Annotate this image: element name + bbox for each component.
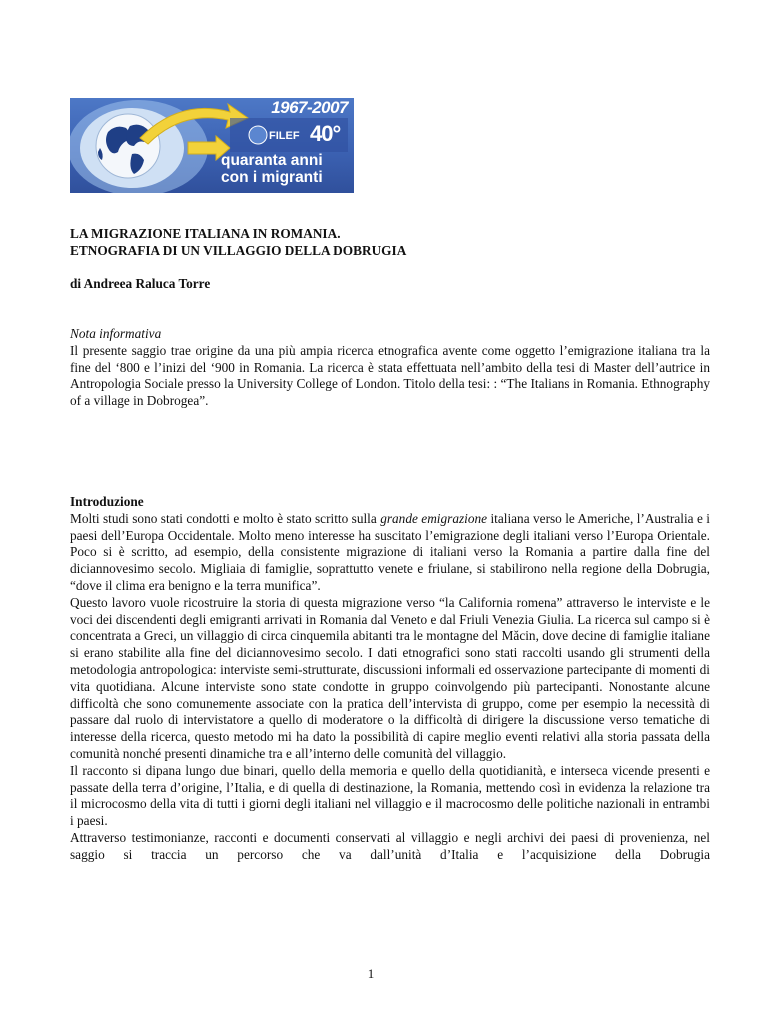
intro-heading: Introduzione <box>70 494 144 509</box>
logo-years: 1967-2007 <box>271 98 348 117</box>
intro-paragraph-1 <box>70 511 710 595</box>
introduzione-section <box>70 494 710 864</box>
globe-icon <box>96 114 160 178</box>
author-byline: di Andreea Raluca Torre <box>70 276 211 291</box>
page-number: 1 <box>367 966 375 981</box>
intro-paragraph-2: Questo lavoro vuole ricostruire la storia di questa migrazione verso “la California romena” attraverso le interviste e le voci dei discendenti degli emigranti arrivati in Romania dal Veneto e dal Friuli Venezia Giulia. La ricerca sul campo si è concentrata a Greci, un villaggio di circa cinquemila abitanti tra le montagne del Măcin, dove decine di famiglie italiane si erano stabilite alla fine del diciannovesimo secolo. I dati etnografici sono stati raccolti usando gli strumenti della metodologia antropologica: interviste semi-strutturate, discussioni informali ed osservazione partecipante di momenti di vita quotidiana. Alcune interviste sono state condotte in gruppo coinvolgendo più partecipanti. Nonostante alcune difficoltà che sono comunemente associate con la pratica dell’intervista di gruppo, come per esempio la necessità di passare dal ruolo di intervistatore a quello di moderatore o la difficoltà di dirigere la discussione verso tematiche di interesse della ricerca, questo metodo mi ha dato la possibilità di capire meglio eventi relativi alla storia passata della comunità nonché presenti dinamiche tra e all’interno delle comunità del villaggio. <box>70 594 710 761</box>
logo-org-name: FILEF <box>269 130 300 142</box>
intro-p1-before: Molti studi sono stati condotti e molto è stato scritto sulla <box>70 510 381 526</box>
intro-p1-after: italiana verso le Americhe, l’Australia e i paesi dell’Europa Occidentale. Molto meno interesse ha suscitato l’emigrazione degli italiani verso l’Europa Orientale. Poco si è scritto, ad esempio, della consistente migrazione di italiani verso la Romania a partire dalla fine del diciannovesimo secolo. Migliaia di famiglie, soprattutto venete e friulane, si stabilirono nella regione della Dobrugia, “dove il clima era benigno e la terra munifica”. <box>70 510 710 593</box>
logo-tagline <box>221 152 323 186</box>
document-title <box>70 225 406 259</box>
intro-paragraph-3: Il racconto si dipana lungo due binari, quello della memoria e quello della quotidianità, e interseca vicende presenti e passate della terra d’origine, l’Italia, e di quella di destinazione, la Romania, mettendo così in evidenza la relazione tra il microcosmo della vita di tutti i giorni degli italiani nel villaggio e il macrocosmo delle politiche nazionali in entrambi i paesi. <box>70 762 710 829</box>
intro-p1-emphasis: grande emigrazione <box>380 510 488 526</box>
title-line-1: LA MIGRAZIONE ITALIANA IN ROMANIA. <box>70 226 341 241</box>
nota-heading: Nota informativa <box>70 326 162 341</box>
nota-paragraph: Il presente saggio trae origine da una più ampia ricerca etnografica avente come oggetto l’emigrazione italiana tra la fine del ‘800 e l’inizi del ‘900 in Romania. La ricerca è stata effettuata nell’ambito della tesi di Master dell’autrice in Antropologia Sociale presso la University College of London. Titolo della tesi: : “The Italians in Romania. Ethnography of a village in Dobrogea”. <box>70 342 710 409</box>
logo-tagline-line1: quaranta anni <box>221 152 323 169</box>
intro-paragraph-4: Attraverso testimonianze, racconti e documenti conservati al villaggio e negli archivi dei paesi di provenienza, nel saggio si traccia un percorso che va dall’unità d’Italia e l’acquisizione della Dobrugia <box>70 829 710 862</box>
nota-informativa-section <box>70 326 710 410</box>
logo-anniversary: 40° <box>310 121 341 146</box>
filef-logo <box>70 98 354 193</box>
logo-tagline-line2: con i migranti <box>221 169 323 186</box>
title-line-2: ETNOGRAFIA DI UN VILLAGGIO DELLA DOBRUGIA <box>70 243 407 258</box>
